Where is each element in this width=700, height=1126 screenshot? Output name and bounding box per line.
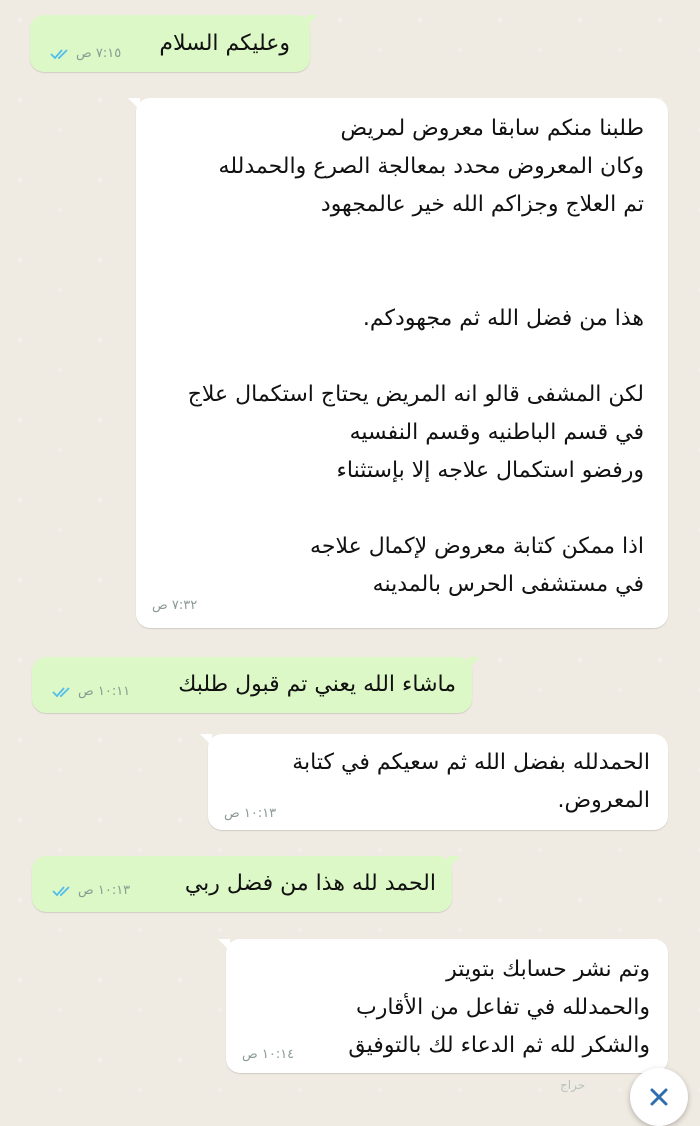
message-text: طلبنا منكم سابقا معروض لمريض وكان المعروض محدد بمعالجة الصرع والحمدلله تم العلاج وجزاكم الله خير عالمجهود هذا من فضل الله ثم مجهودكم. لكن المشفى قالو انه المريض يحتاج استكمال علاج في قسم الباطنيه وقسم النفسيه ورفضو استكمال علاجه إلا بإستثناء اذا ممكن كتابة معروض لإكمال علاجه في مستشفى الحرس بالمدينه — [187, 116, 644, 597]
close-icon — [648, 1086, 670, 1108]
message-text: الحمد لله هذا من فضل ربي — [184, 871, 436, 896]
watermark: حراج — [560, 1078, 586, 1092]
scroll-down-button[interactable] — [630, 1068, 688, 1126]
message-text: وتم نشر حسابك بتويتر والحمدلله في تفاعل من الأقارب والشكر لله ثم الدعاء لك بالتوفيق — [348, 957, 650, 1058]
message-meta — [50, 46, 121, 61]
message-meta — [152, 598, 197, 613]
message-bubble-incoming[interactable] — [136, 98, 668, 628]
message-meta — [52, 684, 130, 699]
message-time: ١٠:١٣ ص — [224, 806, 277, 821]
message-text: الحمدلله بفضل الله ثم سعيكم في كتابة المعروض. — [292, 750, 650, 813]
message-time: ٧:٣٢ ص — [152, 598, 198, 613]
message-bubble-outgoing[interactable] — [32, 856, 452, 912]
message-time: ١٠:١١ ص — [78, 684, 131, 699]
message-bubble-incoming[interactable] — [226, 939, 668, 1073]
message-bubble-outgoing[interactable] — [30, 15, 310, 72]
message-bubble-outgoing[interactable] — [32, 657, 472, 713]
double-check-icon — [52, 686, 74, 698]
message-time: ٧:١٥ ص — [76, 46, 122, 61]
double-check-icon — [52, 885, 74, 897]
message-meta — [224, 806, 276, 821]
message-meta — [242, 1047, 294, 1062]
double-check-icon — [50, 48, 72, 60]
message-meta — [52, 883, 130, 898]
message-time: ١٠:١٣ ص — [78, 883, 131, 898]
message-bubble-incoming[interactable] — [208, 734, 668, 830]
message-text: ماشاء الله يعني تم قبول طلبك — [178, 672, 456, 697]
message-text: وعليكم السلام — [159, 31, 290, 56]
message-time: ١٠:١٤ ص — [242, 1047, 295, 1062]
